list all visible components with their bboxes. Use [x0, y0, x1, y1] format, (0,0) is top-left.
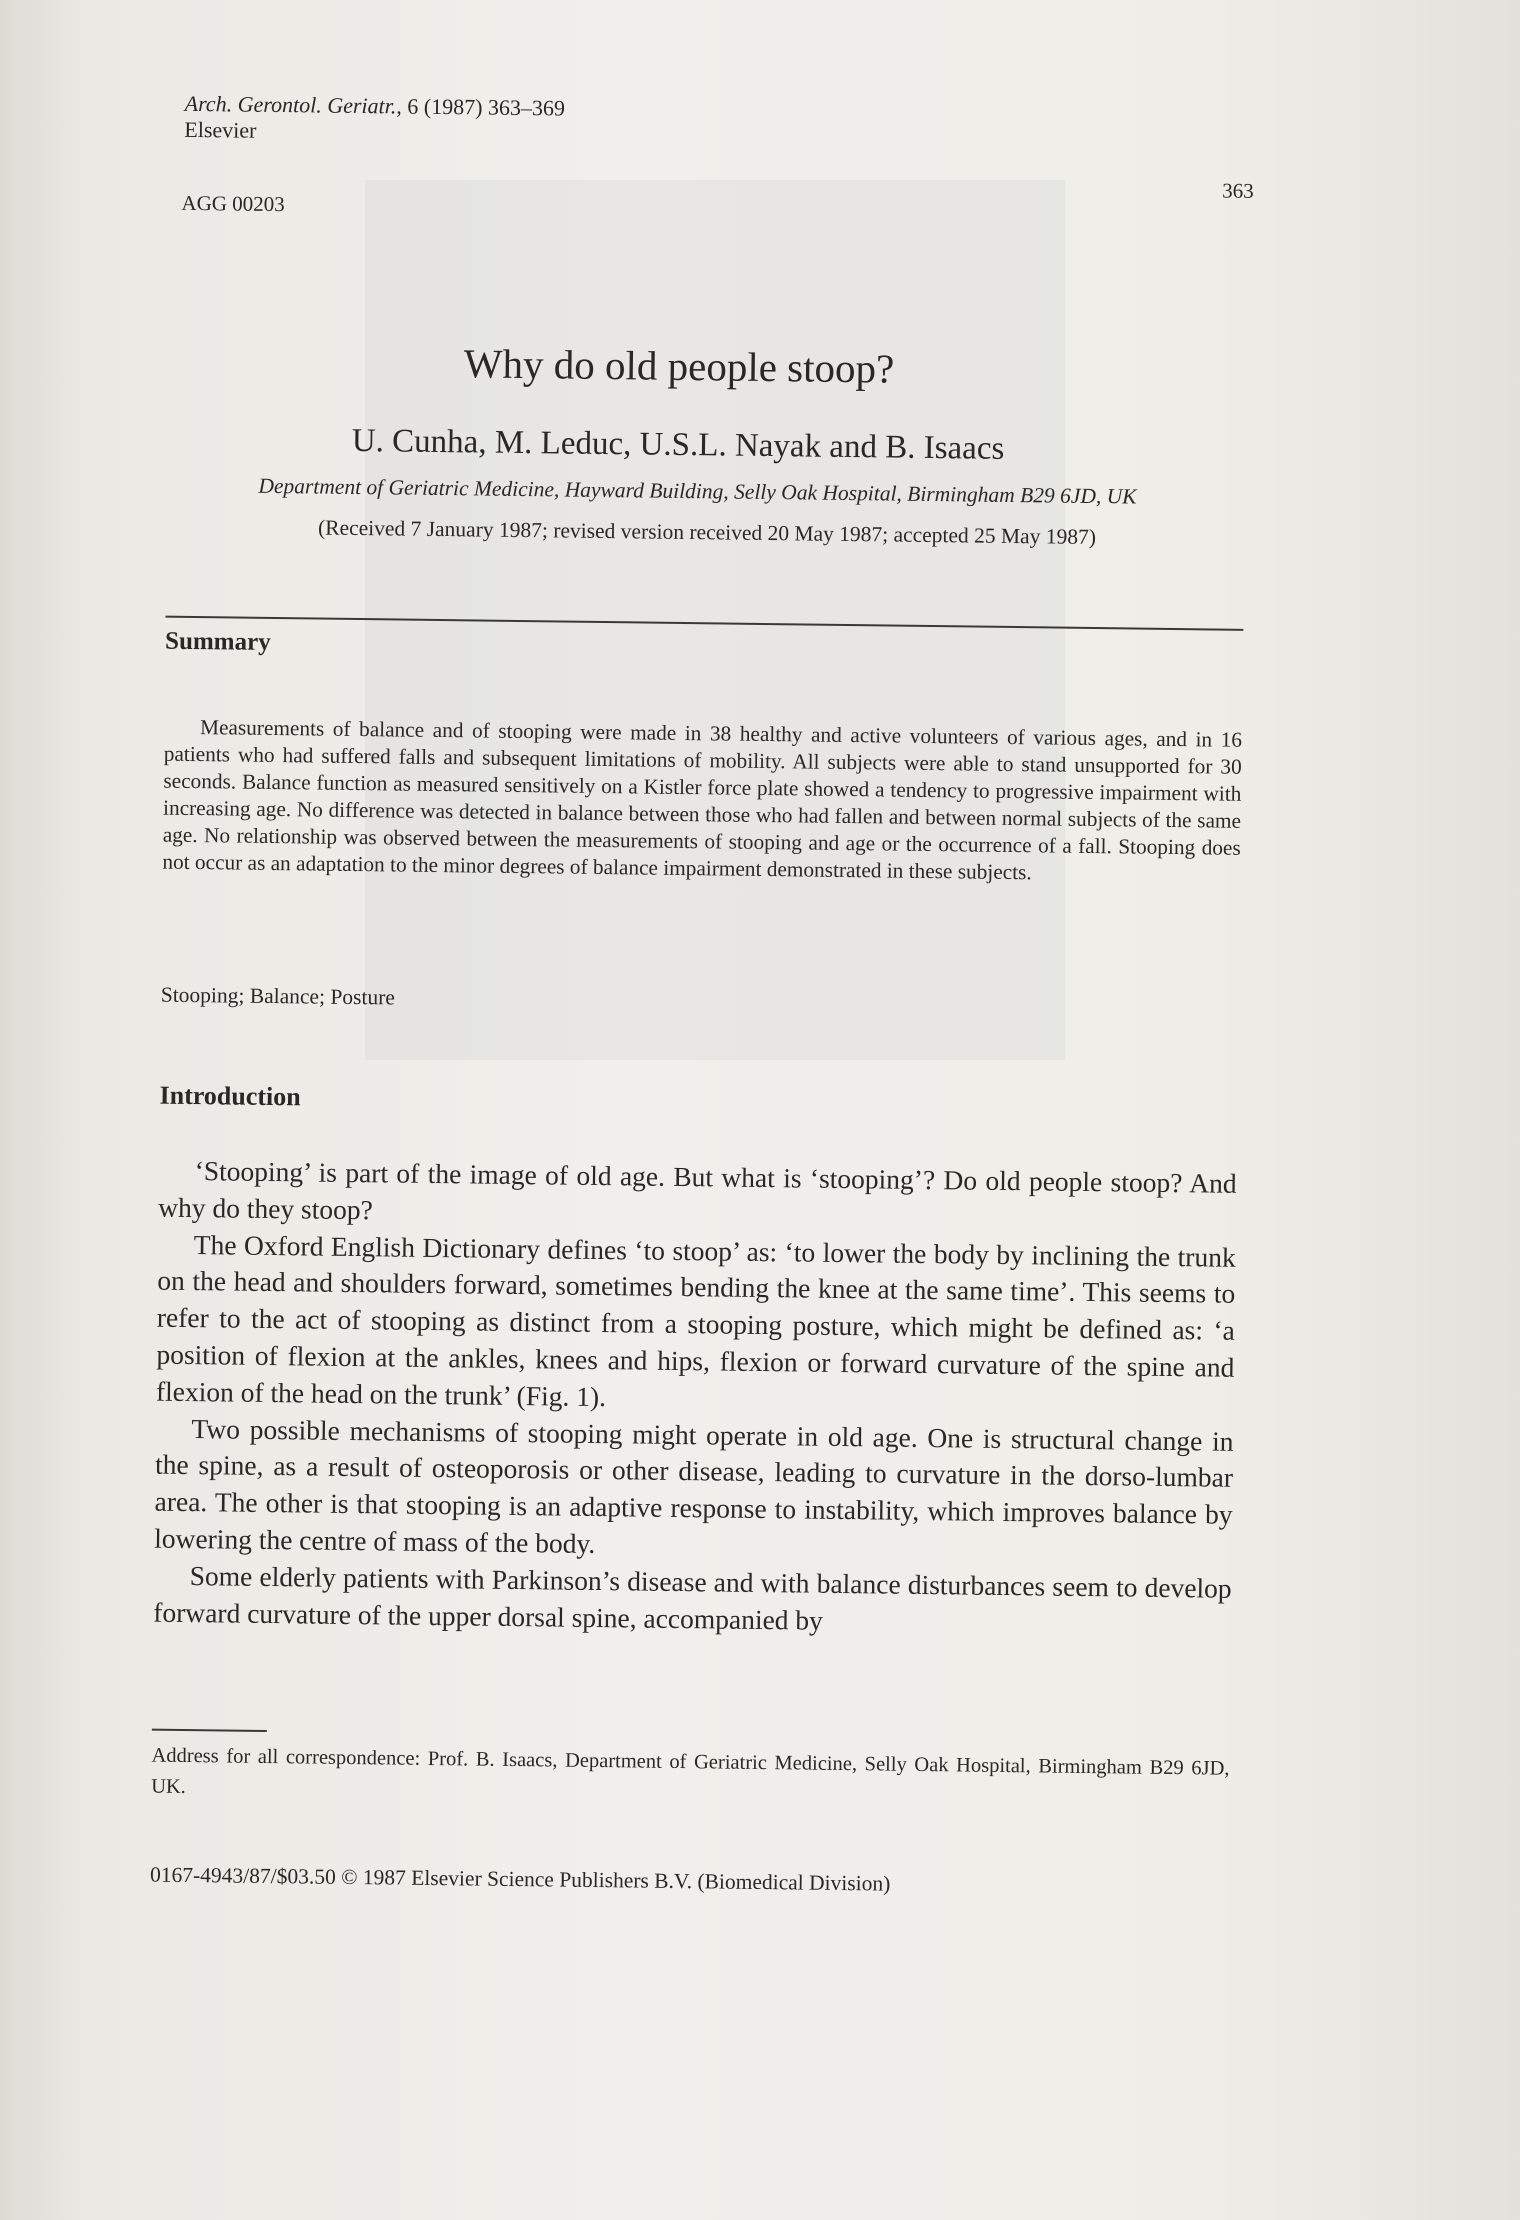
- intro-paragraph: ‘Stooping’ is part of the image of old age. But what is ‘stooping’? Do old people stoop? And why do they stoop?: [158, 1155, 1237, 1226]
- page-number: 363: [1222, 178, 1254, 203]
- introduction-body: [153, 1153, 1237, 1644]
- intro-paragraph: The Oxford English Dictionary defines ‘to stoop’ as: ‘to lower the body by inclining the trunk on the head and shoulders forward, sometimes bending the knee at the same time’. This seems to refer to the act of stooping as distinct from a stooping posture, which might be defined as: ‘a position of flexion at the ankles, knees and hips, flexion or forward curvature of the spine and flexion of the head on the trunk’ (Fig. 1).: [155, 1228, 1236, 1412]
- intro-paragraph: Two possible mechanisms of stooping might operate in old age. One is structural change in the spine, as a result of osteoporosis or other disease, leading to curvature in the dorso-lumbar area. The other is that stooping is an adaptive response to instability, which improves balance by lowering the centre of mass of the body.: [154, 1412, 1234, 1559]
- correspondence-footnote: Address for all correspondence: Prof. B. Isaacs, Department of Geriatric Medicine, Selly Oak Hospital, Birmingham B29 6JD, UK.: [151, 1744, 1230, 1798]
- article-dates: (Received 7 January 1987; revised version received 20 May 1987; accepted 25 May 1987): [317, 515, 1097, 550]
- page-content: [115, 80, 1254, 1896]
- article-authors: U. Cunha, M. Leduc, U.S.L. Nayak and B. Isaacs: [351, 422, 1005, 467]
- introduction-heading: Introduction: [159, 1080, 301, 1112]
- article-title: Why do old people stoop?: [463, 340, 895, 392]
- summary-text: Measurements of balance and of stooping were made in 38 healthy and active volunteers of various ages, and in 16 patients who had suffered falls and subsequent limitations of mobility. All subjects were able to stand unsupported for 30 seconds. Balance function as measured sensitively on a Kistler force plate showed a tendency to progressive impairment with increasing age. No difference was detected in balance between those who had fallen and between normal subjects of the same age. No relationship was observed between the measurements of stooping and age or the occurrence of a fall. Stooping does not occur as an adaptation to the minor degrees of balance impairment demonstrated in these subjects.: [162, 715, 1243, 885]
- journal-volume: 6 (1987) 363–369: [401, 93, 566, 121]
- footnote-rule: [152, 1729, 267, 1732]
- copyright-line: 0167-4943/87/$03.50 © 1987 Elsevier Science Publishers B.V. (Biomedical Division): [149, 1862, 891, 1896]
- journal-citation: [184, 91, 565, 148]
- summary-heading: Summary: [164, 627, 271, 656]
- intro-paragraph: Some elderly patients with Parkinson’s disease and with balance disturbances seem to develop forward curvature of the upper dorsal spine, accompanied by: [153, 1559, 1232, 1636]
- article-affiliation: Department of Geriatric Medicine, Hayward Building, Selly Oak Hospital, Birmingham B29 6JD, UK: [258, 473, 1137, 509]
- keywords: Stooping; Balance; Posture: [160, 982, 396, 1010]
- journal-name: Arch. Gerontol. Geriatr.,: [184, 90, 402, 119]
- publisher: Elsevier: [184, 116, 257, 143]
- article-id: AGG 00203: [181, 190, 285, 217]
